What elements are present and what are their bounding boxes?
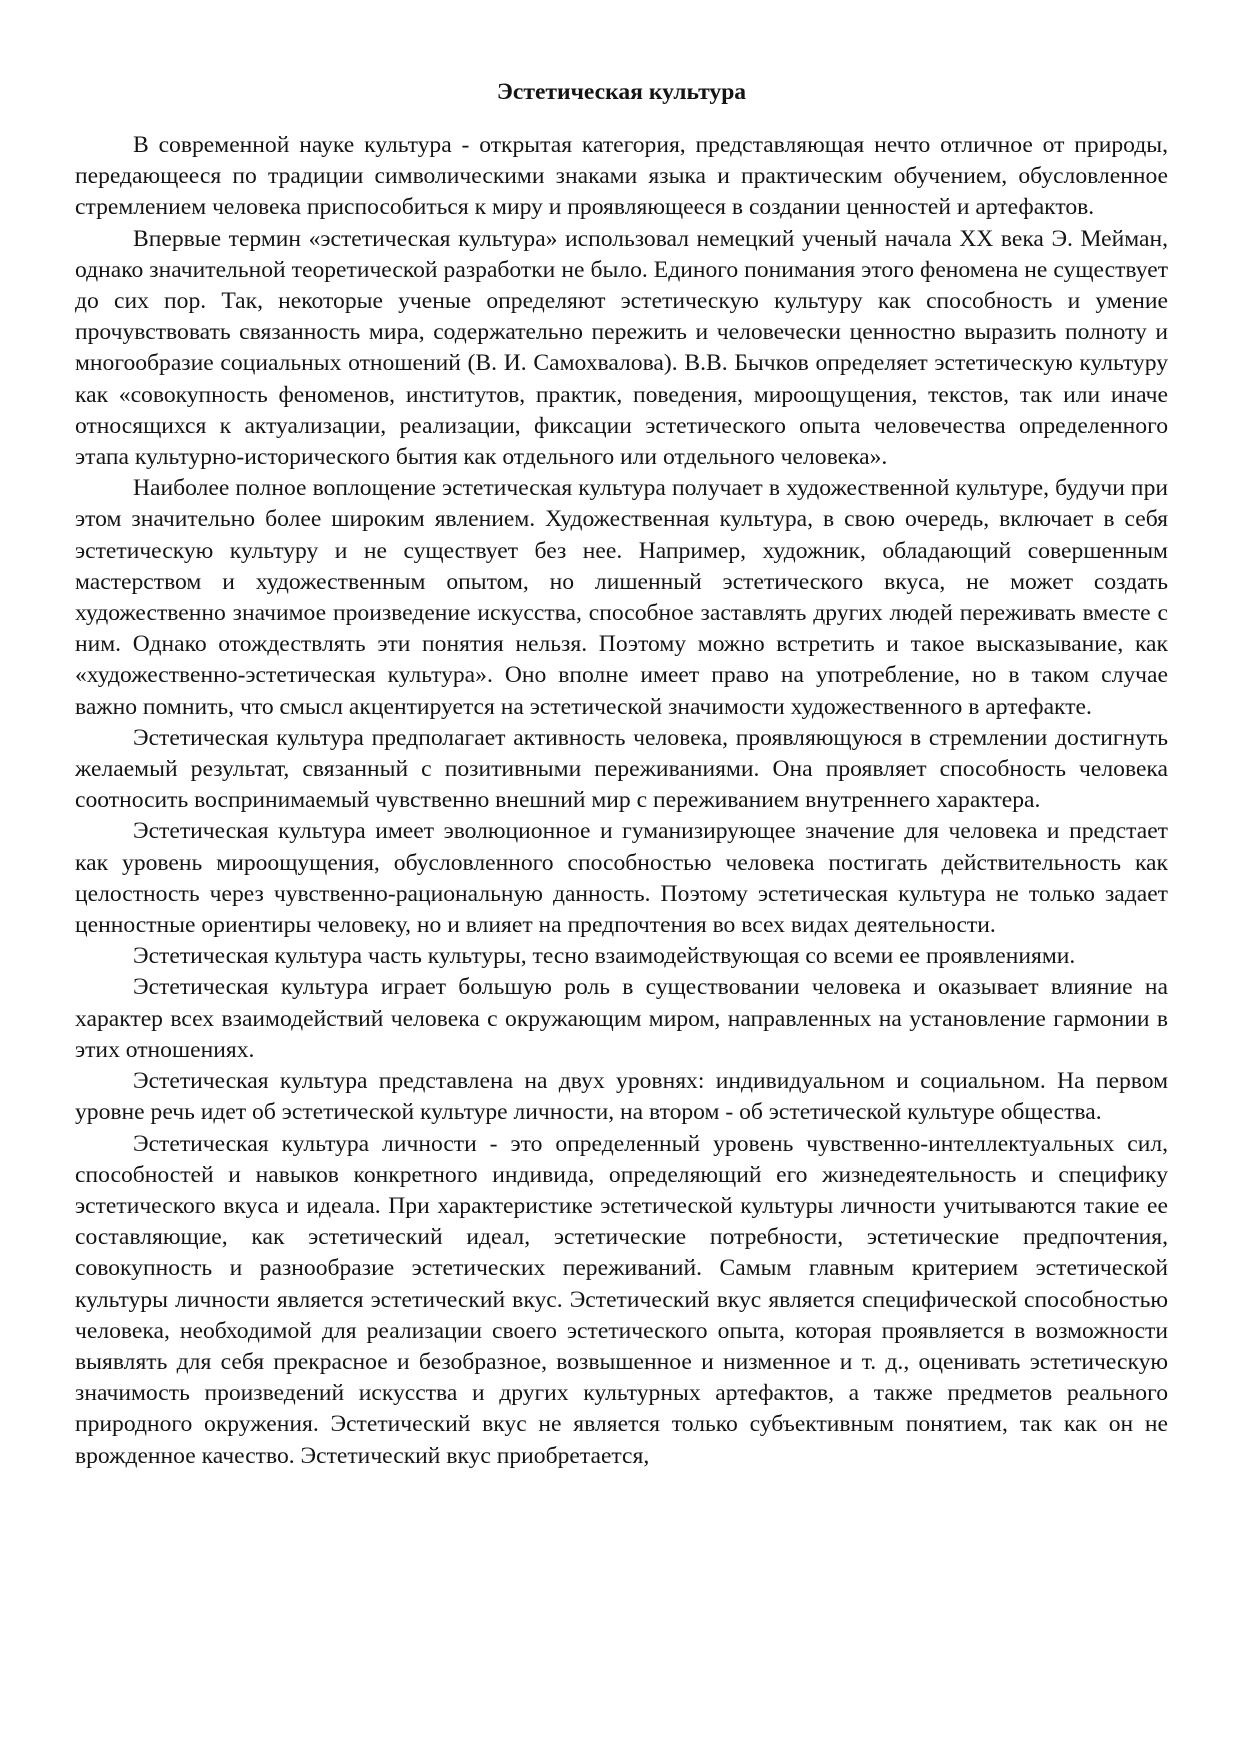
paragraph-5: Эстетическая культура имеет эволюционное и гуманизирующее значение для человека и предстает как уровень мироощущения, обусловленного способностью человека постигать действительность как целостность через чувственно-рациональную данность. Поэтому эстетическая культура не только задает ценностные ориентиры человеку, но и влияет на предпочтения во всех видах деятельности. <box>75 818 1168 939</box>
paragraph-6: Эстетическая культура часть культуры, тесно взаимодействующая со всеми ее проявлениями. <box>133 943 1076 970</box>
paragraph-3: Наиболее полное воплощение эстетическая культура получает в художественной культуре, будучи при этом значительно более широким явлением. Художественная культура, в свою очередь, включает в себя эстетическую культуру и не существует без нее. Например, художник, обладающий совершенным мастерством и художественным опытом, но лишенный эстетического вкуса, не может создать художественно значимое произведение искусства, способное заставлять других людей переживать вместе с ним. Однако отождествлять эти понятия нельзя. Поэтому можно встретить и такое высказывание, как «художественно-эстетическая культура». Оно вполне имеет право на употребление, но в таком случае важно помнить, что смысл акцентируется на эстетической значимости художественного в артефакте. <box>75 475 1168 720</box>
paragraph-7: Эстетическая культура играет большую роль в существовании человека и оказывает влияние на характер всех взаимодействий человека с окружающим миром, направленных на установление гармонии в этих отношениях. <box>75 974 1168 1063</box>
document-body <box>75 130 1168 1472</box>
document-page <box>75 0 1168 1472</box>
paragraph-2: Впервые термин «эстетическая культура» использовал немецкий ученый начала XX века Э. Мейман, однако значительной теоретической разработки не было. Единого понимания этого феномена не существует до сих пор. Так, некоторые ученые определяют эстетическую культуру как способность и умение прочувствовать связанность мира, содержательно пережить и человечески ценностно выразить полноту и многообразие социальных отношений (В. И. Самохвалова). В.В. Бычков определяет эстетическую культуру как «совокупность феноменов, институтов, практик, поведения, мироощущения, текстов, так или иначе относящихся к актуализации, реализации, фиксации эстетического опыта человечества определенного этапа культурно-исторического бытия как отдельного или отдельного человека». <box>75 225 1168 471</box>
paragraph-4: Эстетическая культура предполагает активность человека, проявляющуюся в стремлении достигнуть желаемый результат, связанный с позитивными переживаниями. Она проявляет способность человека соотносить воспринимаемый чувственно внешний мир с переживанием внутреннего характера. <box>75 724 1168 814</box>
paragraph-1: В современной науке культура - открытая категория, представляющая нечто отличное от природы, передающееся по традиции символическими знаками языка и практическим обучением, обусловленное стремлением человека приспособиться к миру и проявляющееся в создании ценностей и артефактов. <box>75 132 1168 221</box>
paragraph-8: Эстетическая культура представлена на двух уровнях: индивидуальном и социальном. На первом уровне речь идет об эстетической культуре личности, на втором - об эстетической культуре общества. <box>75 1068 1168 1126</box>
document-title: Эстетическая культура <box>496 79 747 105</box>
paragraph-9: Эстетическая культура личности - это определенный уровень чувственно-интеллектуальных сил, способностей и навыков конкретного индивида, определяющий его жизнедеятельность и специфику эстетического вкуса и идеала. При характеристике эстетической культуры личности учитываются такие ее составляющие, как эстетический идеал, эстетические потребности, эстетические предпочтения, совокупность и разнообразие эстетических переживаний. Самым главным критерием эстетической культуры личности является эстетический вкус. Эстетический вкус является специфической способностью человека, необходимой для реализации своего эстетического опыта, которая проявляется в возможности выявлять для себя прекрасное и безобразное, возвышенное и низменное и т. д., оценивать эстетическую значимость произведений искусства и других культурных артефактов, а также предметов реального природного окружения. Эстетический вкус не является только субъективным понятием, так как он не врожденное качество. Эстетический вкус приобретается, <box>75 1130 1168 1469</box>
